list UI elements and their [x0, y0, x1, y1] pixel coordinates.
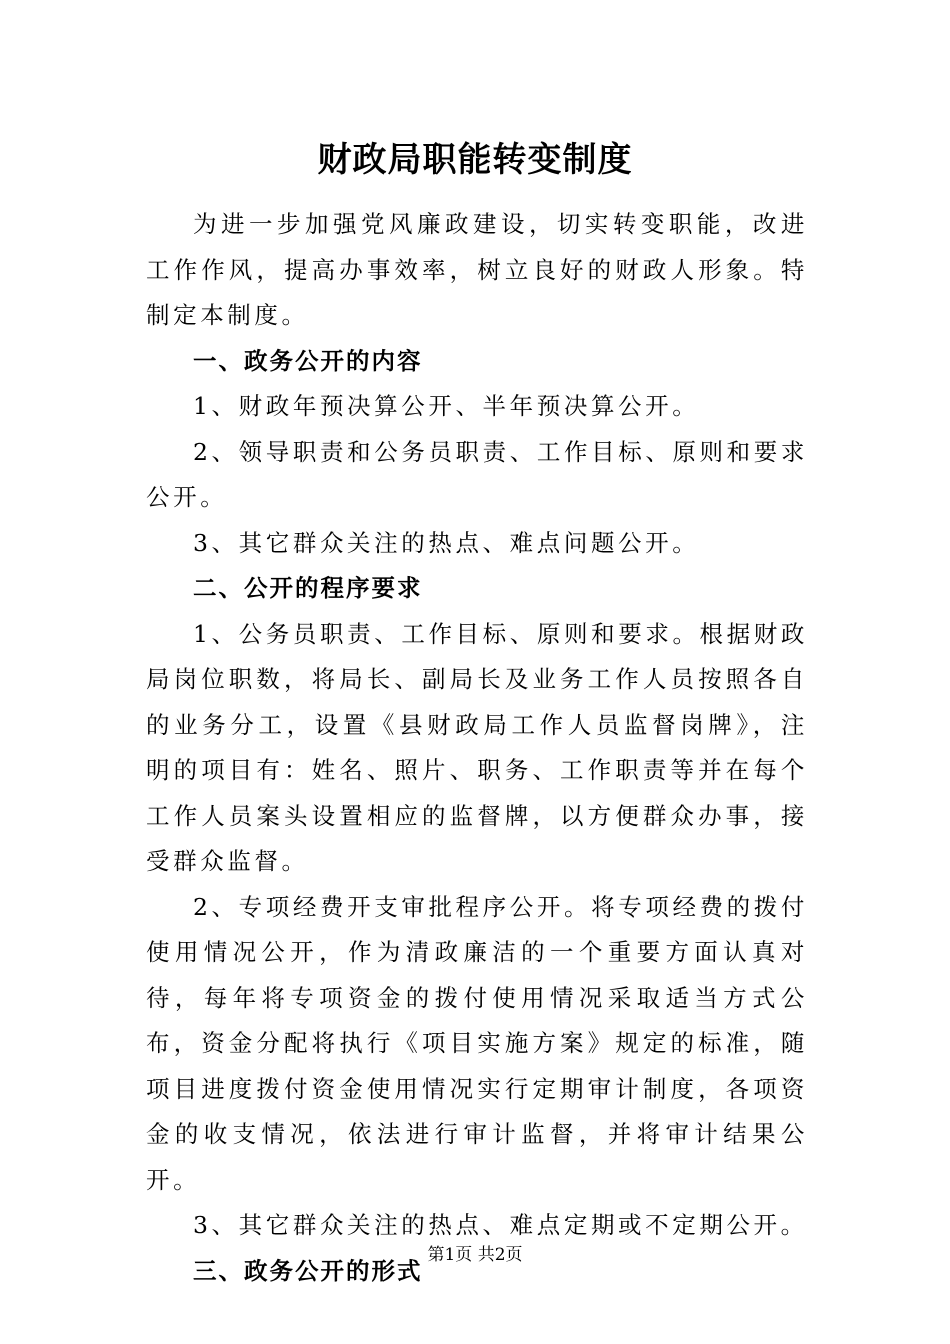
- section-heading: 二、公开的程序要求: [193, 574, 423, 602]
- page-footer: 第1页 共2页: [427, 1245, 523, 1265]
- paragraph: 2、领导职责和公务员职责、工作目标、原则和要求公开。: [146, 437, 808, 511]
- section-heading: 一、政务公开的内容: [193, 346, 423, 375]
- paragraph: 2、专项经费开支审批程序公开。将专项经费的拨付使用情况公开，作为清政廉洁的一个重要方面认真对待，每年将专项资金的拨付使用情况采取适当方式公布，资金分配将执行《项目实施方案》规定的标准，随项目进度拨付资金使用情况实行定期审计制度，各项资金的收支情况，依法进行审计监督，并将审计结果公开。: [146, 892, 808, 1194]
- section-heading: 三、政务公开的形式: [193, 1256, 423, 1285]
- paragraph: 3、其它群众关注的热点、难点问题公开。: [193, 528, 700, 557]
- paragraph: 1、财政年预决算公开、半年预决算公开。: [193, 392, 700, 420]
- document-title: 财政局职能转变制度: [317, 140, 633, 180]
- paragraph: 3、其它群众关注的热点、难点定期或不定期公开。: [193, 1211, 808, 1239]
- paragraph: 为进一步加强党风廉政建设，切实转变职能，改进工作作风，提高办事效率，树立良好的财政人形象。特制定本制度。: [146, 210, 808, 329]
- document-body: [146, 202, 808, 1294]
- paragraph: 1、公务员职责、工作目标、原则和要求。根据财政局岗位职数，将局长、副局长及业务工作人员按照各自的业务分工，设置《县财政局工作人员监督岗牌》，注明的项目有：姓名、照片、职务、工作职责等并在每个工作人员案头设置相应的监督牌，以方便群众办事，接受群众监督。: [146, 619, 808, 875]
